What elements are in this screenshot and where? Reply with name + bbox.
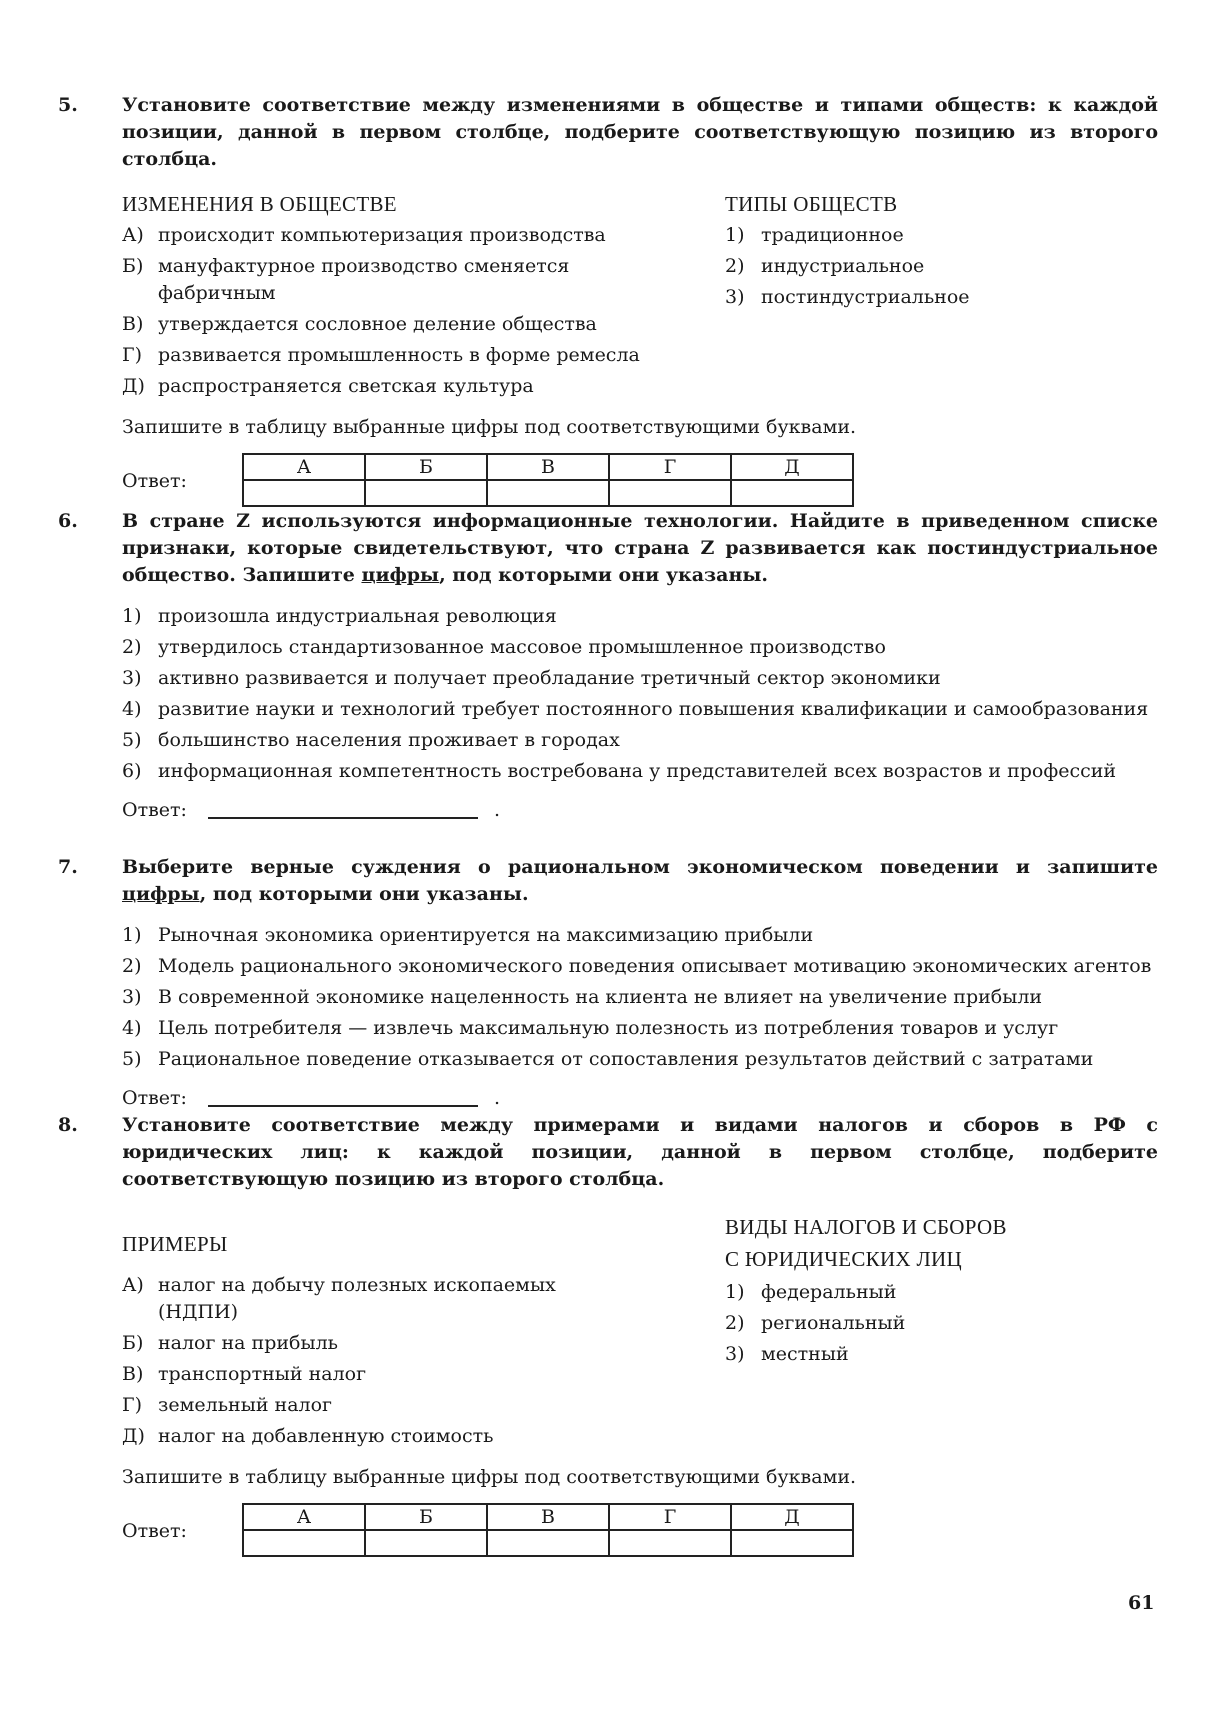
options-list	[122, 922, 1158, 1073]
list-item: 3) активно развивается и получает преобладание третичный сектор экономики	[122, 667, 941, 689]
list-item: 2) индустриальное	[725, 255, 925, 277]
list-item: 2) региональный	[725, 1312, 906, 1334]
answer-cell[interactable]	[487, 1530, 609, 1556]
task-number: 7.	[58, 856, 78, 878]
matching-columns	[122, 1211, 1158, 1450]
answer-cell[interactable]	[365, 480, 487, 506]
list-item: Б) налог на прибыль	[122, 1332, 338, 1354]
answer-label: Ответ:	[122, 470, 187, 492]
instruction: Запишите в таблицу выбранные цифры под соответствующими буквами.	[122, 1466, 857, 1488]
list-item: А) происходит компьютеризация производства	[122, 224, 606, 246]
list-item: 5) большинство населения проживает в городах	[122, 729, 620, 751]
left-column-heading: ПРИМЕРЫ	[122, 1232, 228, 1256]
task-stem: Установите соответствие между изменениями в обществе и типами обществ: к каждой позиции, данной в первом столбце, подберите соответствующую позицию из второго столбца.	[122, 94, 1158, 170]
task-number: 5.	[58, 94, 78, 116]
table-header: Д	[731, 454, 853, 480]
table-header: Б	[365, 1504, 487, 1530]
left-column-heading: ИЗМЕНЕНИЯ В ОБЩЕСТВЕ	[122, 192, 397, 216]
answer-row	[122, 453, 1158, 511]
emphasis-digits: цифры	[122, 883, 200, 905]
list-item: 5) Рациональное поведение отказывается от сопоставления результатов действий с затратами	[122, 1048, 1094, 1070]
list-item: 1) федеральный	[725, 1281, 897, 1303]
answer-cell[interactable]	[609, 480, 731, 506]
task-stem: Установите соответствие между примерами и видами налогов и сборов в РФ с юридических лиц: к каждой позиции, данной в первом столбце, подберите соответствующую позицию из второго столбца.	[122, 1114, 1158, 1190]
task-7	[58, 854, 1158, 1115]
answer-cell[interactable]	[487, 480, 609, 506]
list-item: Г) земельный налог	[122, 1394, 332, 1416]
answer-label: Ответ:	[122, 1087, 187, 1109]
instruction: Запишите в таблицу выбранные цифры под соответствующими буквами.	[122, 416, 857, 438]
answer-line: Ответ: .	[122, 799, 501, 821]
task-number: 8.	[58, 1114, 78, 1136]
list-item: В) транспортный налог	[122, 1363, 367, 1385]
task-6	[58, 508, 1158, 827]
answer-label: Ответ:	[122, 799, 187, 821]
answer-cell[interactable]	[609, 1530, 731, 1556]
list-item: В) утверждается сословное деление общества	[122, 313, 597, 335]
list-item: 1) Рыночная экономика ориентируется на максимизацию прибыли	[122, 924, 814, 946]
answer-label: Ответ:	[122, 1520, 187, 1542]
list-item: 3) В современной экономике нацеленность на клиента не влияет на увеличение прибыли	[122, 986, 1043, 1008]
page-number: 61	[1128, 1592, 1155, 1614]
answer-input[interactable]	[208, 1105, 478, 1107]
answer-cell[interactable]	[731, 1530, 853, 1556]
list-item: Д) распространяется светская культура	[122, 375, 534, 397]
list-item: Д) налог на добавленную стоимость	[122, 1425, 494, 1447]
list-item: 2) утвердилось стандартизованное массовое промышленное производство	[122, 636, 886, 658]
answer-row	[122, 1503, 1158, 1561]
table-header: А	[243, 454, 365, 480]
list-item: 3) местный	[725, 1343, 849, 1365]
list-item: 4) развитие науки и технологий требует постоянного повышения квалификации и самообразования	[122, 698, 1149, 720]
table-header: В	[487, 454, 609, 480]
list-item: 1) произошла индустриальная революция	[122, 605, 557, 627]
right-column-heading: ТИПЫ ОБЩЕСТВ	[725, 192, 898, 216]
emphasis-digits: цифры	[361, 564, 440, 586]
task-stem: В стране Z используются информационные технологии. Найдите в приведенном списке признаки, которые свидетельствуют, что страна Z развивается как постиндустриальное общество. Запишите цифры, под которыми они указаны.	[122, 510, 1158, 586]
answer-cell[interactable]	[365, 1530, 487, 1556]
task-5	[58, 92, 1158, 511]
table-header: Д	[731, 1504, 853, 1530]
answer-line: Ответ: .	[122, 1087, 501, 1109]
list-item: А) налог на добычу полезных ископаемых (НДПИ)	[122, 1274, 556, 1323]
list-item: 6) информационная компетентность востребована у представителей всех возрастов и профессий	[122, 760, 1117, 782]
task-stem: Выберите верные суждения о рациональном экономическом поведении и запишите цифры, под которыми они указаны.	[122, 856, 1158, 905]
options-list	[122, 603, 1158, 785]
matching-columns	[122, 191, 1158, 400]
task-number: 6.	[58, 510, 78, 532]
answer-cell[interactable]	[243, 480, 365, 506]
list-item: 2) Модель рационального экономического поведения описывает мотивацию экономических агентов	[122, 955, 1152, 977]
table-header: В	[487, 1504, 609, 1530]
table-header: Г	[609, 1504, 731, 1530]
answer-table	[242, 453, 854, 507]
answer-table	[242, 1503, 854, 1557]
answer-cell[interactable]	[731, 480, 853, 506]
table-header: Б	[365, 454, 487, 480]
list-item: 1) традиционное	[725, 224, 904, 246]
right-column-heading: ВИДЫ НАЛОГОВ И СБОРОВ С ЮРИДИЧЕСКИХ ЛИЦ	[725, 1215, 1007, 1271]
list-item: Б) мануфактурное производство сменяется фабричным	[122, 255, 570, 304]
task-8	[58, 1112, 1158, 1561]
list-item: 4) Цель потребителя — извлечь максимальную полезность из потребления товаров и услуг	[122, 1017, 1059, 1039]
table-header: Г	[609, 454, 731, 480]
answer-cell[interactable]	[243, 1530, 365, 1556]
list-item: Г) развивается промышленность в форме ремесла	[122, 344, 640, 366]
answer-input[interactable]	[208, 817, 478, 819]
list-item: 3) постиндустриальное	[725, 286, 970, 308]
table-header: А	[243, 1504, 365, 1530]
